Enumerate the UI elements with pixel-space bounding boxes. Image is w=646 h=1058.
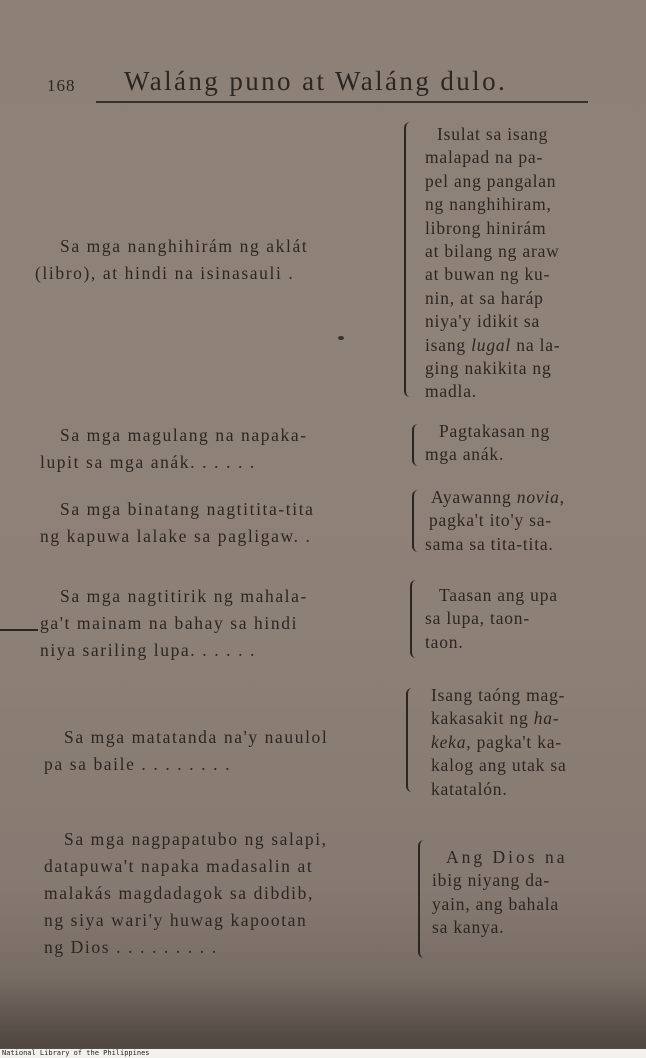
text-line: ng Dios . . . . . . . . . [44,937,218,957]
text-line: taon. [425,631,464,652]
text-line: Taasan ang upa [439,585,558,605]
text-line: niya sariling lupa. . . . . . [40,640,257,660]
text-line: Pagtakasan ng [439,421,550,441]
entry-left-text [40,422,308,476]
text-line: ng nanghihiram, [425,194,552,215]
library-credit: National Library of the Philippines [0,1049,646,1058]
entry-right-text [425,584,597,654]
entry-right-text [425,486,597,556]
text-line: at buwan ng ku- [425,264,551,285]
text-line: sa kanya. [432,917,505,938]
entry-right-text [432,846,604,940]
text-line: mga anák. [425,444,505,465]
text-line: katatalón. [431,778,508,799]
text-line: Sa mga magulang na napaka- [60,425,308,445]
text-line: Sa mga nanghihirám ng aklát [60,236,309,256]
text-line: sama sa tita-tita. [425,533,554,554]
text-line: pagka't ito'y sa- [429,510,552,531]
brace [404,122,416,397]
italic-word: keka [431,731,467,752]
text-fragment: kakasakit ng ha- [431,708,560,729]
text-line: Sa mga nagpapatubo ng salapi, [64,829,328,849]
text-line: Ang Dios na [446,847,568,867]
text-line [425,486,597,509]
text-fragment: Ayawanng novia, [431,487,565,507]
text-line: ging nakikita ng [425,358,552,379]
text-fragment: keka, pagka't ka- [431,731,562,752]
text-line: yain, ang bahala [432,893,559,914]
text-line: isang lugal na la- [425,334,561,355]
text-line: malapad na pa- [425,147,544,168]
text-line: sa lupa, taon- [425,608,530,629]
margin-dash [0,629,38,631]
text-line [425,731,597,754]
text-line: ng kapuwa lalake sa pagligaw. . [40,526,312,546]
text-line: kalog ang utak sa [431,755,567,776]
text-line: Isulat sa isang [437,124,549,144]
brace [418,840,428,958]
text-line: pel ang pangalan [425,170,557,191]
entry-left-text [44,826,328,961]
text-line: ibig niyang da- [432,870,550,891]
running-title: Waláng puno at Waláng dulo. [124,66,508,96]
page-number: 168 [47,76,76,95]
text-line [425,707,597,730]
text-line: ga't mainam na bahay sa hindi [40,613,299,633]
brace [406,688,416,792]
entry-left-text [44,724,329,778]
text-line: Isang taóng mag- [431,685,566,705]
text-line: datapuwa't napaka madasalin at [44,856,314,876]
entry-left-text [40,496,315,550]
brace [412,424,420,466]
entry-left-text [35,233,309,287]
paper-speck [338,336,344,340]
text-line: ng siya wari'y huwag kapootan [44,910,308,930]
entry-left-text [40,583,308,664]
entry-right-text [425,420,597,467]
text-line: niya'y idikit sa [425,311,541,332]
text-line: Sa mga matatanda na'y nauulol [64,727,329,747]
text-line: nin, at sa haráp [425,287,544,308]
brace [410,580,420,658]
entry-right-text [425,123,597,404]
text-line: malakás magdadagok sa dibdib, [44,883,314,903]
text-line: madla. [425,381,477,402]
text-line: librong hinirám [425,217,547,238]
italic-word: novia [516,487,560,507]
text-line: Sa mga nagtitirik ng mahala- [60,586,308,606]
text-line: pa sa baile . . . . . . . . [44,754,232,774]
brace [412,490,422,552]
page-header [0,62,646,110]
entry-right-text [425,684,597,801]
text-line: Sa mga binatang nagtitita-tita [60,499,315,519]
header-rule [96,101,588,103]
text-line: (libro), at hindi na isinasauli . [35,263,295,283]
text-line: at bilang ng araw [425,241,560,262]
italic-word: ha- [533,708,560,729]
italic-word: lugal [471,334,512,355]
text-line: lupit sa mga anák. . . . . . [40,452,256,472]
